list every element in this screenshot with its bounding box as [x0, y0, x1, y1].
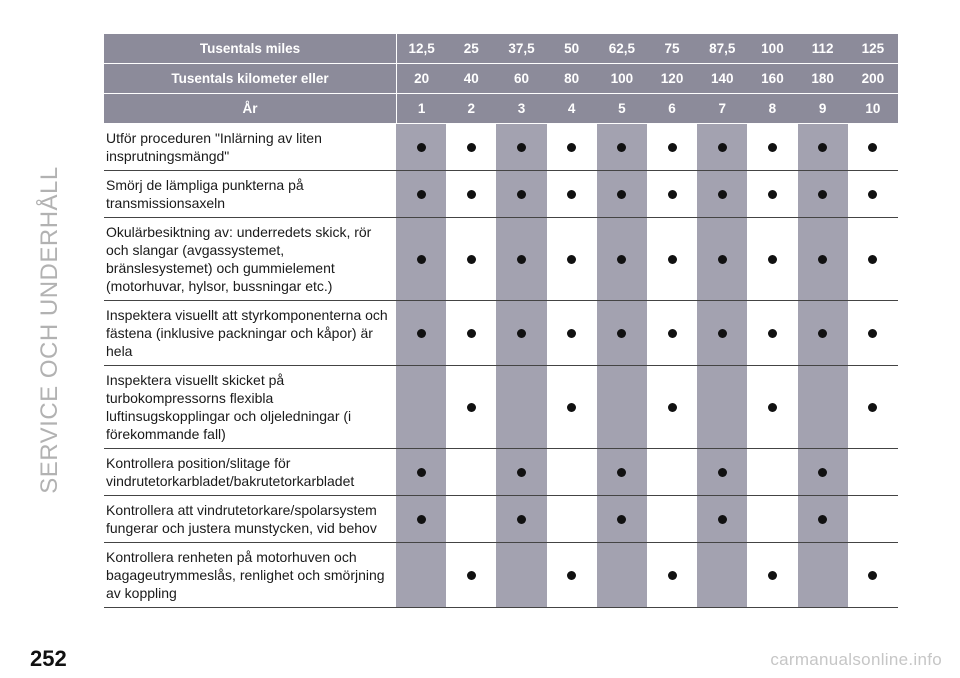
interval-cell	[496, 301, 546, 366]
check-dot-icon	[517, 468, 526, 477]
check-dot-icon	[417, 255, 426, 264]
check-dot-icon	[718, 515, 727, 524]
interval-cell	[547, 218, 597, 301]
check-dot-icon	[617, 143, 626, 152]
check-dot-icon	[617, 190, 626, 199]
check-dot-icon	[517, 515, 526, 524]
interval-value: 4	[547, 94, 597, 124]
interval-cell	[848, 449, 898, 496]
interval-cell	[496, 366, 546, 449]
check-dot-icon	[567, 403, 576, 412]
interval-cell	[848, 218, 898, 301]
interval-cell	[647, 218, 697, 301]
table-body	[104, 124, 898, 608]
interval-cell	[747, 301, 797, 366]
interval-cell	[798, 543, 848, 608]
interval-value: 160	[747, 64, 797, 94]
interval-cell	[747, 366, 797, 449]
interval-cell	[798, 218, 848, 301]
interval-value: 80	[547, 64, 597, 94]
interval-cell	[547, 543, 597, 608]
check-dot-icon	[768, 255, 777, 264]
interval-cell	[547, 124, 597, 171]
interval-cell	[597, 449, 647, 496]
interval-cell	[798, 124, 848, 171]
interval-cell	[697, 449, 747, 496]
check-dot-icon	[818, 515, 827, 524]
interval-cell	[747, 218, 797, 301]
interval-value: 7	[697, 94, 747, 124]
interval-cell	[496, 449, 546, 496]
task-description: Okulärbesiktning av: underredets skick, rör och slangar (avgassystemet, bränslesystemet) och gummielement (motorhuvar, hylsor, bussningar etc.)	[104, 218, 396, 301]
table-row	[104, 543, 898, 608]
table-row	[104, 449, 898, 496]
interval-value: 62,5	[597, 34, 647, 64]
interval-value: 100	[747, 34, 797, 64]
check-dot-icon	[668, 571, 677, 580]
check-dot-icon	[567, 571, 576, 580]
check-dot-icon	[668, 143, 677, 152]
interval-cell	[747, 124, 797, 171]
interval-cell	[396, 366, 446, 449]
interval-cell	[547, 171, 597, 218]
page-number: 252	[30, 646, 67, 671]
header-row-label: År	[104, 94, 396, 124]
check-dot-icon	[768, 403, 777, 412]
check-dot-icon	[768, 143, 777, 152]
task-description: Kontrollera att vindrutetorkare/spolarsystem fungerar och justera munstycken, vid behov	[104, 496, 396, 543]
check-dot-icon	[718, 329, 727, 338]
interval-cell	[496, 543, 546, 608]
check-dot-icon	[718, 143, 727, 152]
interval-cell	[697, 496, 747, 543]
interval-cell	[647, 543, 697, 608]
interval-cell	[446, 496, 496, 543]
check-dot-icon	[617, 468, 626, 477]
interval-cell	[547, 301, 597, 366]
check-dot-icon	[617, 515, 626, 524]
interval-cell	[697, 301, 747, 366]
check-dot-icon	[768, 329, 777, 338]
interval-value: 100	[597, 64, 647, 94]
interval-cell	[798, 449, 848, 496]
header-row	[104, 64, 898, 94]
interval-cell	[597, 171, 647, 218]
check-dot-icon	[868, 190, 877, 199]
interval-value: 2	[446, 94, 496, 124]
table-row	[104, 496, 898, 543]
interval-cell	[647, 171, 697, 218]
check-dot-icon	[617, 329, 626, 338]
check-dot-icon	[467, 403, 476, 412]
interval-value: 9	[798, 94, 848, 124]
check-dot-icon	[718, 255, 727, 264]
check-dot-icon	[517, 143, 526, 152]
check-dot-icon	[818, 255, 827, 264]
check-dot-icon	[417, 143, 426, 152]
interval-cell	[597, 301, 647, 366]
interval-value: 180	[798, 64, 848, 94]
interval-cell	[848, 124, 898, 171]
table-row	[104, 218, 898, 301]
interval-cell	[697, 124, 747, 171]
interval-value: 12,5	[396, 34, 446, 64]
check-dot-icon	[668, 403, 677, 412]
interval-cell	[547, 449, 597, 496]
task-description: Kontrollera position/slitage för vindrutetorkarbladet/bakrutetorkarbladet	[104, 449, 396, 496]
check-dot-icon	[818, 468, 827, 477]
interval-cell	[396, 543, 446, 608]
check-dot-icon	[818, 190, 827, 199]
interval-value: 200	[848, 64, 898, 94]
check-dot-icon	[768, 571, 777, 580]
interval-cell	[597, 496, 647, 543]
interval-cell	[496, 496, 546, 543]
interval-value: 10	[848, 94, 898, 124]
check-dot-icon	[718, 190, 727, 199]
check-dot-icon	[467, 571, 476, 580]
section-side-title: SERVICE OCH UNDERHÅLL	[36, 166, 63, 494]
check-dot-icon	[818, 143, 827, 152]
interval-value: 8	[747, 94, 797, 124]
table-row	[104, 124, 898, 171]
interval-cell	[747, 496, 797, 543]
interval-value: 1	[396, 94, 446, 124]
interval-cell	[446, 543, 496, 608]
check-dot-icon	[417, 515, 426, 524]
interval-cell	[496, 218, 546, 301]
task-description: Utför proceduren "Inlärning av liten insprutningsmängd"	[104, 124, 396, 171]
interval-value: 6	[647, 94, 697, 124]
check-dot-icon	[868, 571, 877, 580]
table-row	[104, 301, 898, 366]
header-row	[104, 94, 898, 124]
interval-cell	[798, 496, 848, 543]
interval-cell	[697, 171, 747, 218]
interval-cell	[697, 218, 747, 301]
interval-cell	[446, 124, 496, 171]
interval-cell	[798, 366, 848, 449]
interval-cell	[597, 543, 647, 608]
interval-cell	[396, 449, 446, 496]
interval-cell	[747, 171, 797, 218]
interval-cell	[446, 218, 496, 301]
check-dot-icon	[467, 190, 476, 199]
check-dot-icon	[668, 190, 677, 199]
check-dot-icon	[567, 255, 576, 264]
interval-value: 60	[496, 64, 546, 94]
interval-cell	[396, 124, 446, 171]
header-row-label: Tusentals miles	[104, 34, 396, 64]
interval-cell	[396, 171, 446, 218]
interval-cell	[747, 449, 797, 496]
interval-cell	[798, 171, 848, 218]
header-row	[104, 34, 898, 64]
check-dot-icon	[517, 255, 526, 264]
check-dot-icon	[868, 255, 877, 264]
interval-cell	[597, 218, 647, 301]
interval-cell	[647, 124, 697, 171]
watermark: carmanualsonline.info	[770, 650, 942, 669]
task-description: Inspektera visuellt skicket på turbokompressorns flexibla luftinsugskopplingar och oljeledningar (i förekommande fall)	[104, 366, 396, 449]
header-row-label: Tusentals kilometer eller	[104, 64, 396, 94]
interval-cell	[848, 496, 898, 543]
check-dot-icon	[668, 255, 677, 264]
interval-value: 3	[496, 94, 546, 124]
interval-value: 37,5	[496, 34, 546, 64]
interval-cell	[396, 496, 446, 543]
check-dot-icon	[417, 190, 426, 199]
check-dot-icon	[517, 190, 526, 199]
interval-value: 50	[547, 34, 597, 64]
interval-cell	[597, 124, 647, 171]
interval-value: 125	[848, 34, 898, 64]
task-description: Inspektera visuellt att styrkomponenterna och fästena (inklusive packningar och kåpor) är hela	[104, 301, 396, 366]
table-header	[104, 34, 898, 124]
check-dot-icon	[517, 329, 526, 338]
interval-cell	[647, 366, 697, 449]
interval-cell	[496, 171, 546, 218]
interval-cell	[647, 301, 697, 366]
table-row	[104, 366, 898, 449]
check-dot-icon	[768, 190, 777, 199]
table-row	[104, 171, 898, 218]
interval-value: 5	[597, 94, 647, 124]
interval-cell	[446, 449, 496, 496]
interval-cell	[848, 301, 898, 366]
check-dot-icon	[868, 143, 877, 152]
interval-value: 40	[446, 64, 496, 94]
check-dot-icon	[417, 468, 426, 477]
interval-value: 25	[446, 34, 496, 64]
interval-cell	[697, 366, 747, 449]
check-dot-icon	[818, 329, 827, 338]
interval-cell	[496, 124, 546, 171]
interval-cell	[396, 218, 446, 301]
interval-value: 20	[396, 64, 446, 94]
interval-cell	[798, 301, 848, 366]
check-dot-icon	[868, 329, 877, 338]
check-dot-icon	[567, 143, 576, 152]
check-dot-icon	[868, 403, 877, 412]
interval-cell	[848, 171, 898, 218]
interval-cell	[597, 366, 647, 449]
interval-cell	[747, 543, 797, 608]
check-dot-icon	[567, 329, 576, 338]
interval-value: 75	[647, 34, 697, 64]
maintenance-schedule-table	[104, 34, 898, 608]
interval-cell	[446, 171, 496, 218]
check-dot-icon	[668, 329, 677, 338]
interval-cell	[547, 366, 597, 449]
interval-cell	[848, 543, 898, 608]
task-description: Smörj de lämpliga punkterna på transmissionsaxeln	[104, 171, 396, 218]
interval-cell	[647, 449, 697, 496]
check-dot-icon	[467, 143, 476, 152]
check-dot-icon	[417, 329, 426, 338]
interval-cell	[446, 366, 496, 449]
interval-cell	[697, 543, 747, 608]
interval-value: 87,5	[697, 34, 747, 64]
interval-value: 112	[798, 34, 848, 64]
interval-cell	[547, 496, 597, 543]
check-dot-icon	[467, 329, 476, 338]
check-dot-icon	[467, 255, 476, 264]
check-dot-icon	[567, 190, 576, 199]
task-description: Kontrollera renheten på motorhuven och bagageutrymmeslås, renlighet och smörjning av koppling	[104, 543, 396, 608]
check-dot-icon	[718, 468, 727, 477]
interval-cell	[848, 366, 898, 449]
interval-cell	[446, 301, 496, 366]
interval-value: 120	[647, 64, 697, 94]
interval-value: 140	[697, 64, 747, 94]
interval-cell	[396, 301, 446, 366]
interval-cell	[647, 496, 697, 543]
check-dot-icon	[617, 255, 626, 264]
